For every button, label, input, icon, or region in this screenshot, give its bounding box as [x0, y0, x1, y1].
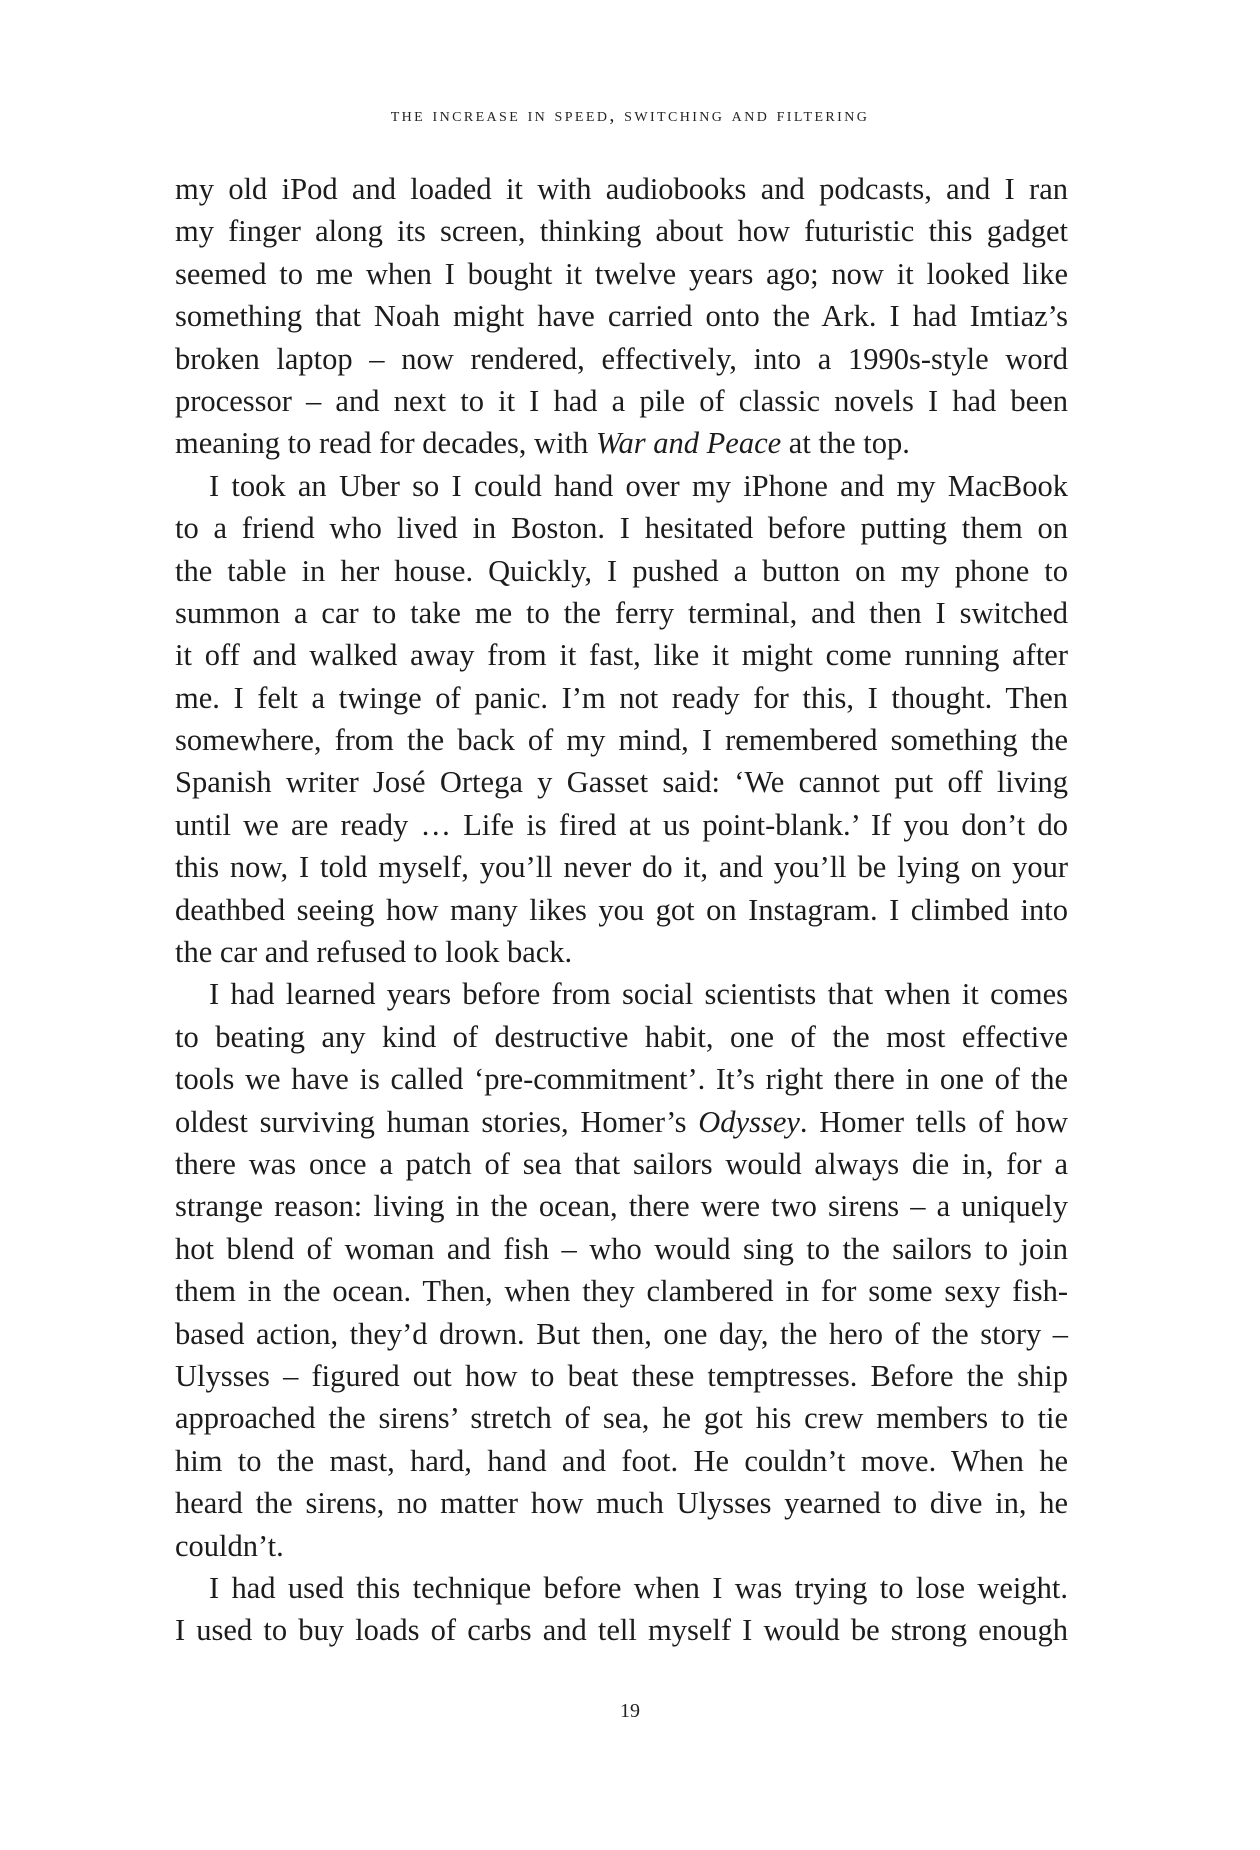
text-line: the car and refused to look back. [175, 935, 573, 970]
text-line: I used to buy loads of carbs and tell myself I would be strong enough [175, 1613, 1068, 1648]
text-line: to beating any kind of destructive habit, one of the most effective [175, 1019, 1068, 1054]
text-line: me. I felt a twinge of panic. I’m not ready for this, I thought. Then [175, 680, 1068, 715]
text-line: tools we have is called ‘pre-commitment’. It’s right there in one of the [175, 1062, 1068, 1097]
text-line: them in the ocean. Then, when they clambered in for some sexy fish- [175, 1274, 1068, 1309]
text-line: strange reason: living in the ocean, there were two sirens – a uniquely [175, 1189, 1068, 1224]
text-line: deathbed seeing how many likes you got on Instagram. I climbed into [175, 892, 1068, 927]
text-line: somewhere, from the back of my mind, I remembered something the [175, 723, 1068, 758]
text-line: approached the sirens’ stretch of sea, he got his crew members to tie [175, 1401, 1068, 1436]
text-line: this now, I told myself, you’ll never do it, and you’ll be lying on your [175, 850, 1068, 885]
text-line: broken laptop – now rendered, effectively, into a 1990s-style word [175, 341, 1068, 376]
book-title-italic: Odyssey [698, 1104, 800, 1139]
text-line: I had used this technique before when I was trying to lose weight. [209, 1570, 1068, 1605]
text-line: couldn’t. [175, 1528, 284, 1563]
book-title-italic: War and Peace [595, 426, 782, 461]
running-head: the increase in speed, switching and filtering [390, 104, 870, 126]
text-segment: at the top. [781, 426, 910, 461]
text-line [175, 422, 1068, 464]
text-line: something that Noah might have carried onto the Ark. I had Imtiaz’s [175, 299, 1068, 334]
text-line: processor – and next to it I had a pile of classic novels I had been [175, 383, 1068, 418]
text-line: I had learned years before from social scientists that when it comes [209, 977, 1068, 1012]
page-number: 19 [620, 1700, 640, 1722]
text-line: my old iPod and loaded it with audiobooks and podcasts, and I ran [175, 172, 1068, 206]
text-line: the table in her house. Quickly, I pushed a button on my phone to [175, 553, 1068, 588]
text-line: my finger along its screen, thinking about how futuristic this gadget [175, 214, 1068, 249]
text-line: there was once a patch of sea that sailors would always die in, for a [175, 1146, 1068, 1181]
text-line: based action, they’d drown. But then, one day, the hero of the story – [175, 1316, 1068, 1351]
body-text [175, 168, 1068, 1652]
text-segment: oldest surviving human stories, Homer’s [175, 1104, 699, 1139]
text-line: Spanish writer José Ortega y Gasset said: ‘We cannot put off living [175, 765, 1068, 800]
text-line: it off and walked away from it fast, like it might come running after [175, 638, 1068, 673]
text-line: seemed to me when I bought it twelve years ago; now it looked like [175, 256, 1068, 291]
text-line: heard the sirens, no matter how much Ulysses yearned to dive in, he [175, 1486, 1068, 1521]
text-line: to a friend who lived in Boston. I hesitated before putting them on [175, 511, 1068, 546]
text-line: hot blend of woman and fish – who would sing to the sailors to join [175, 1231, 1068, 1266]
text-segment: meaning to read for decades, with [175, 426, 596, 461]
text-segment: . Homer tells of how [799, 1104, 1068, 1139]
text-line: Ulysses – figured out how to beat these temptresses. Before the ship [175, 1358, 1068, 1393]
text-line: summon a car to take me to the ferry terminal, and then I switched [175, 595, 1068, 630]
text-line [175, 1101, 1068, 1143]
text-line: until we are ready … Life is fired at us point-blank.’ If you don’t do [175, 807, 1068, 842]
text-line: I took an Uber so I could hand over my iPhone and my MacBook [209, 468, 1068, 503]
text-line: him to the mast, hard, hand and foot. He couldn’t move. When he [175, 1443, 1068, 1478]
